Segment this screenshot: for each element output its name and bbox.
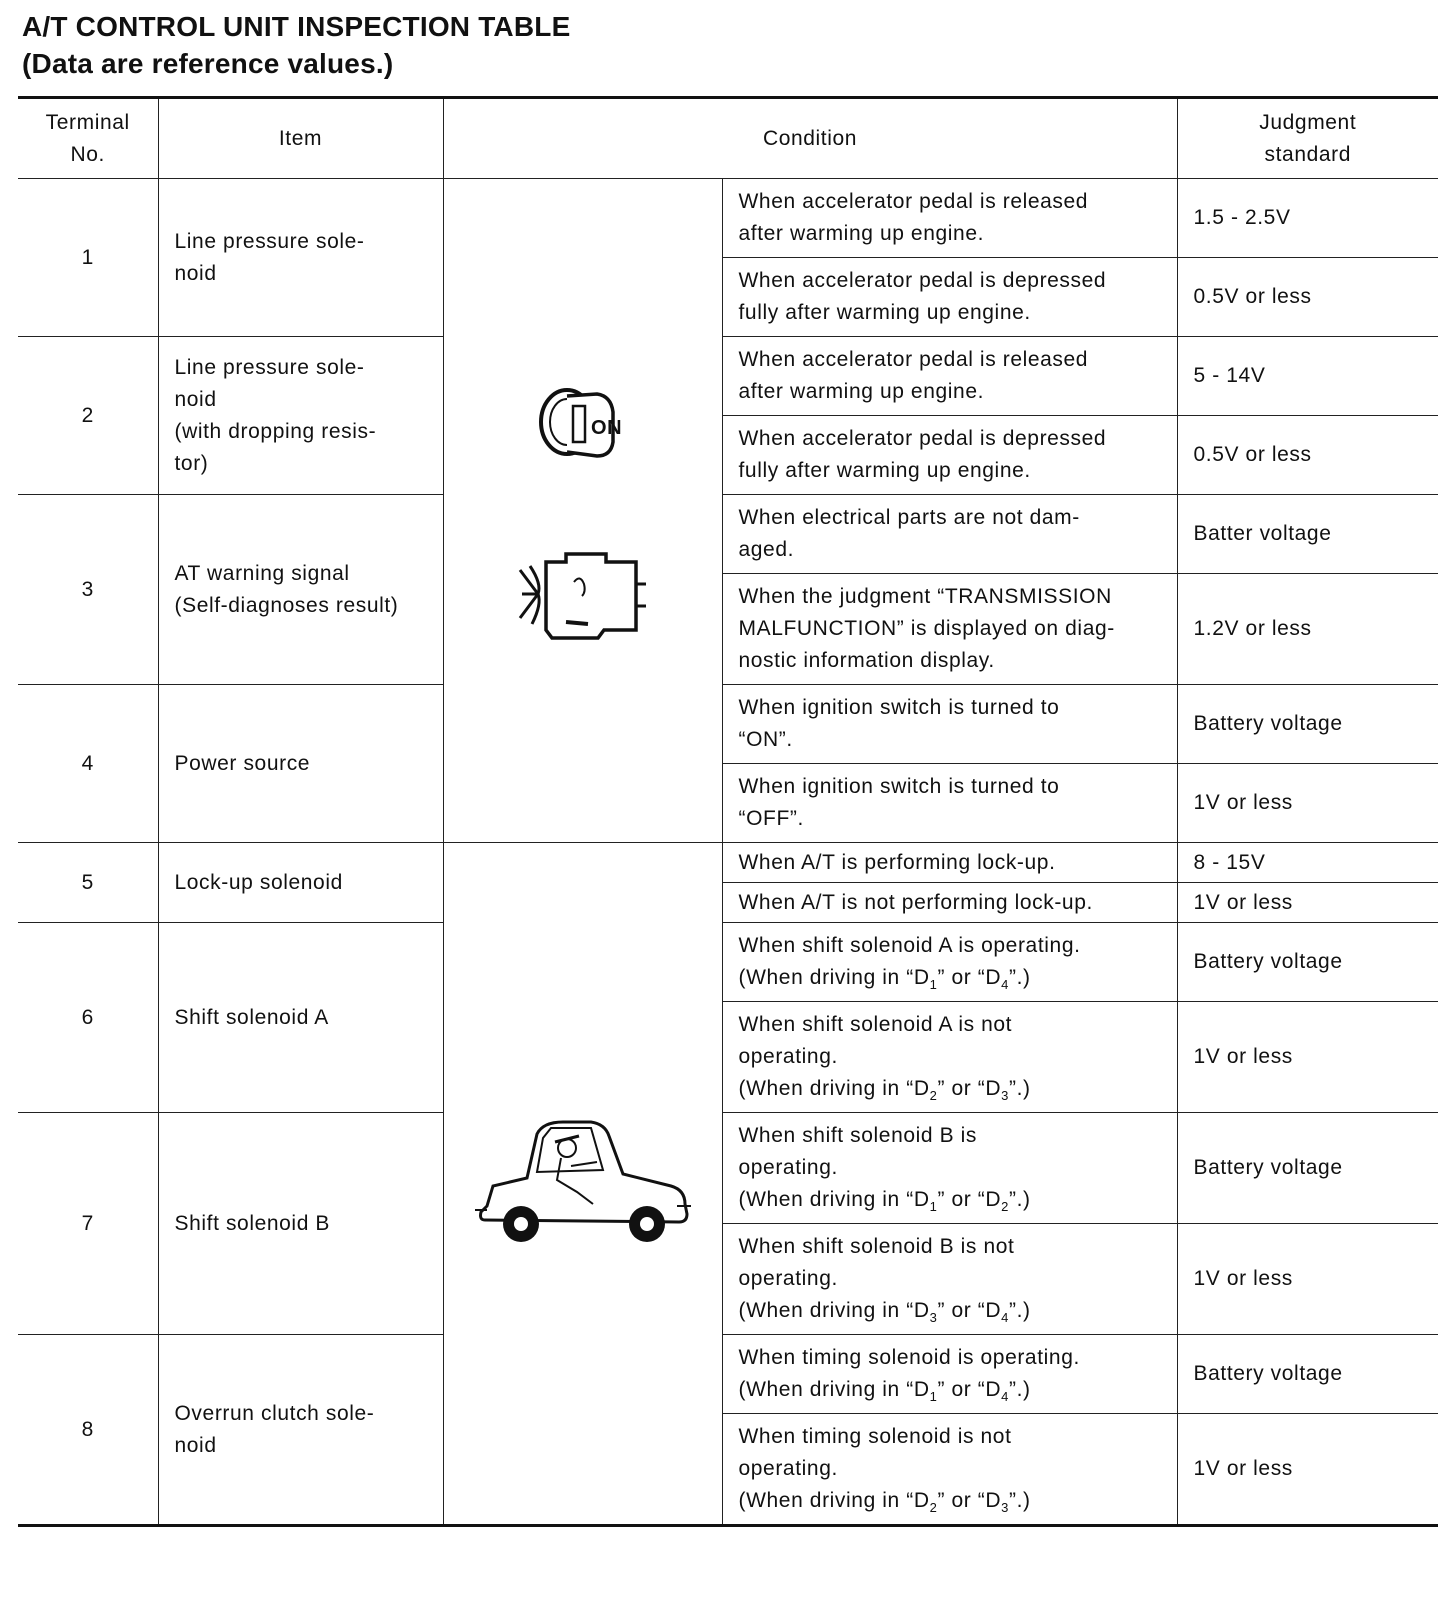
gear-number: 1 (929, 1199, 938, 1215)
condition-text: When accelerator pedal is released after warming up engine. (722, 337, 1177, 416)
gear-number: 4 (1001, 1310, 1010, 1326)
table-row (18, 495, 1438, 574)
item-name: Overrun clutch sole- noid (158, 1335, 443, 1526)
judgment-standard: 1V or less (1177, 1414, 1438, 1526)
condition-text: When shift solenoid A is operating. (When driving in “$D_1$” or “$D_4$”.) (722, 923, 1177, 1002)
table-row (18, 843, 1438, 883)
table-row (18, 1113, 1438, 1224)
judgment-standard: Batter voltage (1177, 495, 1438, 574)
judgment-standard: 8 - 15V (1177, 843, 1438, 883)
item-name: Shift solenoid A (158, 923, 443, 1113)
judgment-standard: Battery voltage (1177, 923, 1438, 1002)
terminal-number: 6 (18, 923, 158, 1113)
condition-text: When timing solenoid is operating. (When driving in “$D_1$” or “$D_4$”.) (722, 1335, 1177, 1414)
gear-number: 3 (1001, 1088, 1010, 1104)
header-item: Item (158, 98, 443, 179)
condition-icon-driving (443, 843, 722, 1526)
gear-number: 4 (1001, 977, 1010, 993)
gear-number: 1 (929, 977, 938, 993)
judgment-standard: 1.5 - 2.5V (1177, 179, 1438, 258)
table-row (18, 337, 1438, 416)
judgment-standard: 1V or less (1177, 883, 1438, 923)
terminal-number: 3 (18, 495, 158, 685)
condition-text: When shift solenoid B is not operating. (When driving in “$D_3$” or “$D_4$”.) (722, 1224, 1177, 1335)
table-row (18, 1335, 1438, 1414)
terminal-number: 8 (18, 1335, 158, 1526)
gear-number: 1 (929, 1389, 938, 1405)
title-line-1: A/T CONTROL UNIT INSPECTION TABLE (22, 11, 571, 42)
condition-lead: When shift solenoid B is not operating. (738, 1235, 1015, 1290)
header-terminal: Terminal No. (18, 98, 158, 179)
condition-text: When accelerator pedal is depressed fully after warming up engine. (722, 416, 1177, 495)
table-row (18, 685, 1438, 764)
gear-number: 2 (1001, 1199, 1010, 1215)
terminal-number: 2 (18, 337, 158, 495)
judgment-standard: Battery voltage (1177, 1113, 1438, 1224)
terminal-number: 1 (18, 179, 158, 337)
title-line-2: (Data are reference values.) (22, 48, 394, 79)
judgment-standard: 1V or less (1177, 1224, 1438, 1335)
gear-number: 4 (1001, 1389, 1010, 1405)
header-row (18, 98, 1438, 179)
table-row (18, 179, 1438, 258)
item-name: Power source (158, 685, 443, 843)
condition-text: When accelerator pedal is released after warming up engine. (722, 179, 1177, 258)
header-judgment: Judgment standard (1177, 98, 1438, 179)
condition-lead: When shift solenoid B is operating. (738, 1124, 978, 1179)
judgment-standard: 0.5V or less (1177, 258, 1438, 337)
gear-number: 2 (929, 1500, 938, 1516)
judgment-standard: Battery voltage (1177, 1335, 1438, 1414)
engine-running-icon (445, 544, 721, 644)
condition-text: When ignition switch is turned to “ON”. (722, 685, 1177, 764)
terminal-number: 4 (18, 685, 158, 843)
svg-text:ON: ON (590, 416, 622, 439)
condition-text: When shift solenoid B is operating. (When driving in “$D_1$” or “$D_2$”.) (722, 1113, 1177, 1224)
condition-lead: When timing solenoid is operating. (738, 1346, 1080, 1369)
item-name: AT warning signal (Self-diagnoses result) (158, 495, 443, 685)
car-driving-icon (445, 1114, 721, 1254)
item-name: Shift solenoid B (158, 1113, 443, 1335)
condition-text: When A/T is performing lock-up. (722, 843, 1177, 883)
judgment-standard: 5 - 14V (1177, 337, 1438, 416)
condition-text: When accelerator pedal is depressed fully after warming up engine. (722, 258, 1177, 337)
condition-lead: When shift solenoid A is not operating. (738, 1013, 1013, 1068)
condition-text: When the judgment “TRANSMISSION MALFUNCTION” is displayed on diag- nostic information display. (722, 574, 1177, 685)
item-name: Line pressure sole- noid (with dropping resis- tor) (158, 337, 443, 495)
terminal-number: 5 (18, 843, 158, 923)
judgment-standard: 1V or less (1177, 1002, 1438, 1113)
table-row (18, 923, 1438, 1002)
condition-text: When shift solenoid A is not operating. (When driving in “$D_2$” or “$D_3$”.) (722, 1002, 1177, 1113)
condition-text: When timing solenoid is not operating. (When driving in “$D_2$” or “$D_3$”.) (722, 1414, 1177, 1526)
terminal-number: 7 (18, 1113, 158, 1335)
judgment-standard: 0.5V or less (1177, 416, 1438, 495)
condition-text: When ignition switch is turned to “OFF”. (722, 764, 1177, 843)
item-name: Line pressure sole- noid (158, 179, 443, 337)
judgment-standard: Battery voltage (1177, 685, 1438, 764)
gear-number: 3 (1001, 1500, 1010, 1516)
condition-lead: When shift solenoid A is operating. (738, 934, 1081, 957)
condition-text: When electrical parts are not dam- aged. (722, 495, 1177, 574)
condition-lead: When timing solenoid is not operating. (738, 1425, 1012, 1480)
gear-number: 3 (929, 1310, 938, 1326)
gear-number: 2 (929, 1088, 938, 1104)
header-condition: Condition (443, 98, 1177, 179)
page-title (22, 8, 570, 82)
inspection-table (18, 96, 1438, 1527)
condition-text: When A/T is not performing lock-up. (722, 883, 1177, 923)
item-name: Lock-up solenoid (158, 843, 443, 923)
condition-icons-ignition-engine (443, 179, 722, 843)
judgment-standard: 1V or less (1177, 764, 1438, 843)
ignition-key-on-icon (445, 378, 721, 474)
judgment-standard: 1.2V or less (1177, 574, 1438, 685)
